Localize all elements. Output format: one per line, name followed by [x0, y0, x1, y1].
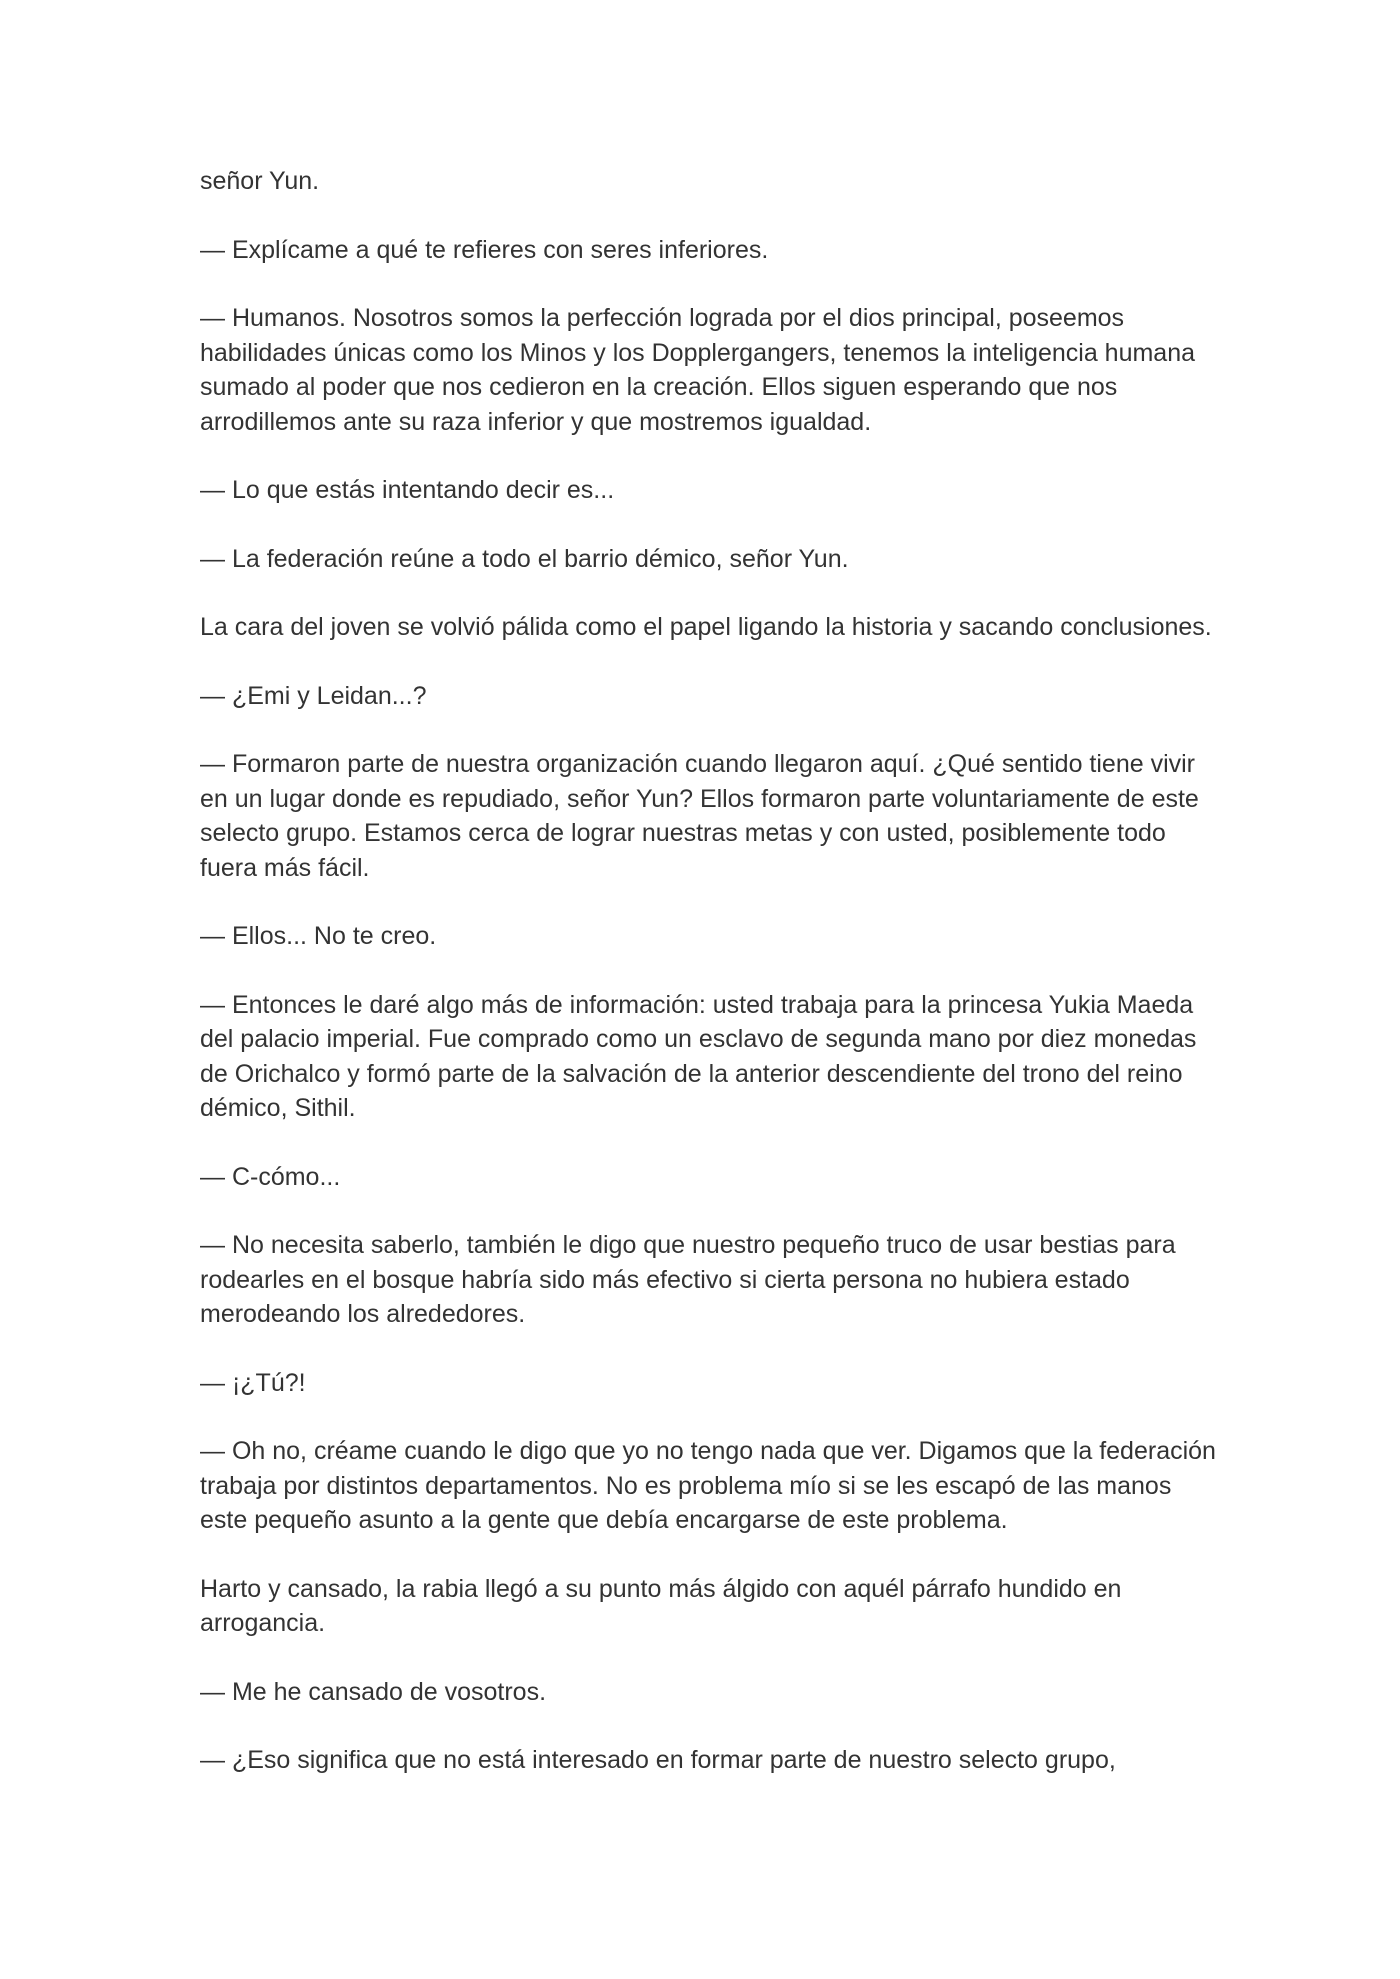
paragraph: — ¿Emi y Leidan...?	[200, 681, 427, 710]
paragraph: — C-cómo...	[200, 1162, 341, 1191]
paragraph: — No necesita saberlo, también le digo que nuestro pequeño truco de usar bestias para rodearles en el bosque habría sido más efectivo si cierta persona no hubiera estado merodeando los alrededores.	[200, 1231, 1176, 1328]
paragraph: — La federación reúne a todo el barrio démico, señor Yun.	[200, 544, 849, 573]
paragraph: La cara del joven se volvió pálida como el papel ligando la historia y sacando conclusiones.	[200, 613, 1212, 641]
paragraph: — Formaron parte de nuestra organización cuando llegaron aquí. ¿Qué sentido tiene vivir en un lugar donde es repudiado, señor Yun? Ellos formaron parte voluntariamente de este selecto grupo. Estamos cerca de lograr nuestras metas y con usted, posiblemente todo fuera más fácil.	[200, 750, 1199, 882]
paragraph: — Humanos. Nosotros somos la perfección lograda por el dios principal, poseemos habilidades únicas como los Minos y los Dopplergangers, tenemos la inteligencia humana sumado al poder que nos cedieron en la creación. Ellos siguen esperando que nos arrodillemos ante su raza inferior y que mostremos igualdad.	[200, 304, 1196, 436]
paragraph: — Lo que estás intentando decir es...	[200, 476, 615, 504]
paragraph: — Me he cansado de vosotros.	[200, 1677, 547, 1706]
paragraph: — Entonces le daré algo más de información: usted trabaja para la princesa Yukia Maeda del palacio imperial. Fue comprado como un esclavo de segunda mano por diez monedas de Orichalco y formó parte de la salvación de la anterior descendiente del trono del reino démico, Sithil.	[200, 990, 1197, 1122]
document-body	[200, 164, 1220, 1778]
paragraph: — ¿Eso significa que no está interesado en formar parte de nuestro selecto grupo,	[200, 1746, 1116, 1774]
paragraph: — Explícame a qué te refieres con seres inferiores.	[200, 235, 769, 264]
paragraph: Harto y cansado, la rabia llegó a su punto más álgido con aquél párrafo hundido en arrogancia.	[200, 1574, 1122, 1637]
paragraph: — Oh no, créame cuando le digo que yo no tengo nada que ver. Digamos que la federación trabaja por distintos departamentos. No es problema mío si se les escapó de las manos este pequeño asunto a la gente que debía encargarse de este problema.	[200, 1437, 1216, 1534]
paragraph: — ¡¿Tú?!	[200, 1368, 306, 1397]
paragraph: — Ellos... No te creo.	[200, 922, 437, 950]
paragraph: señor Yun.	[200, 167, 320, 195]
